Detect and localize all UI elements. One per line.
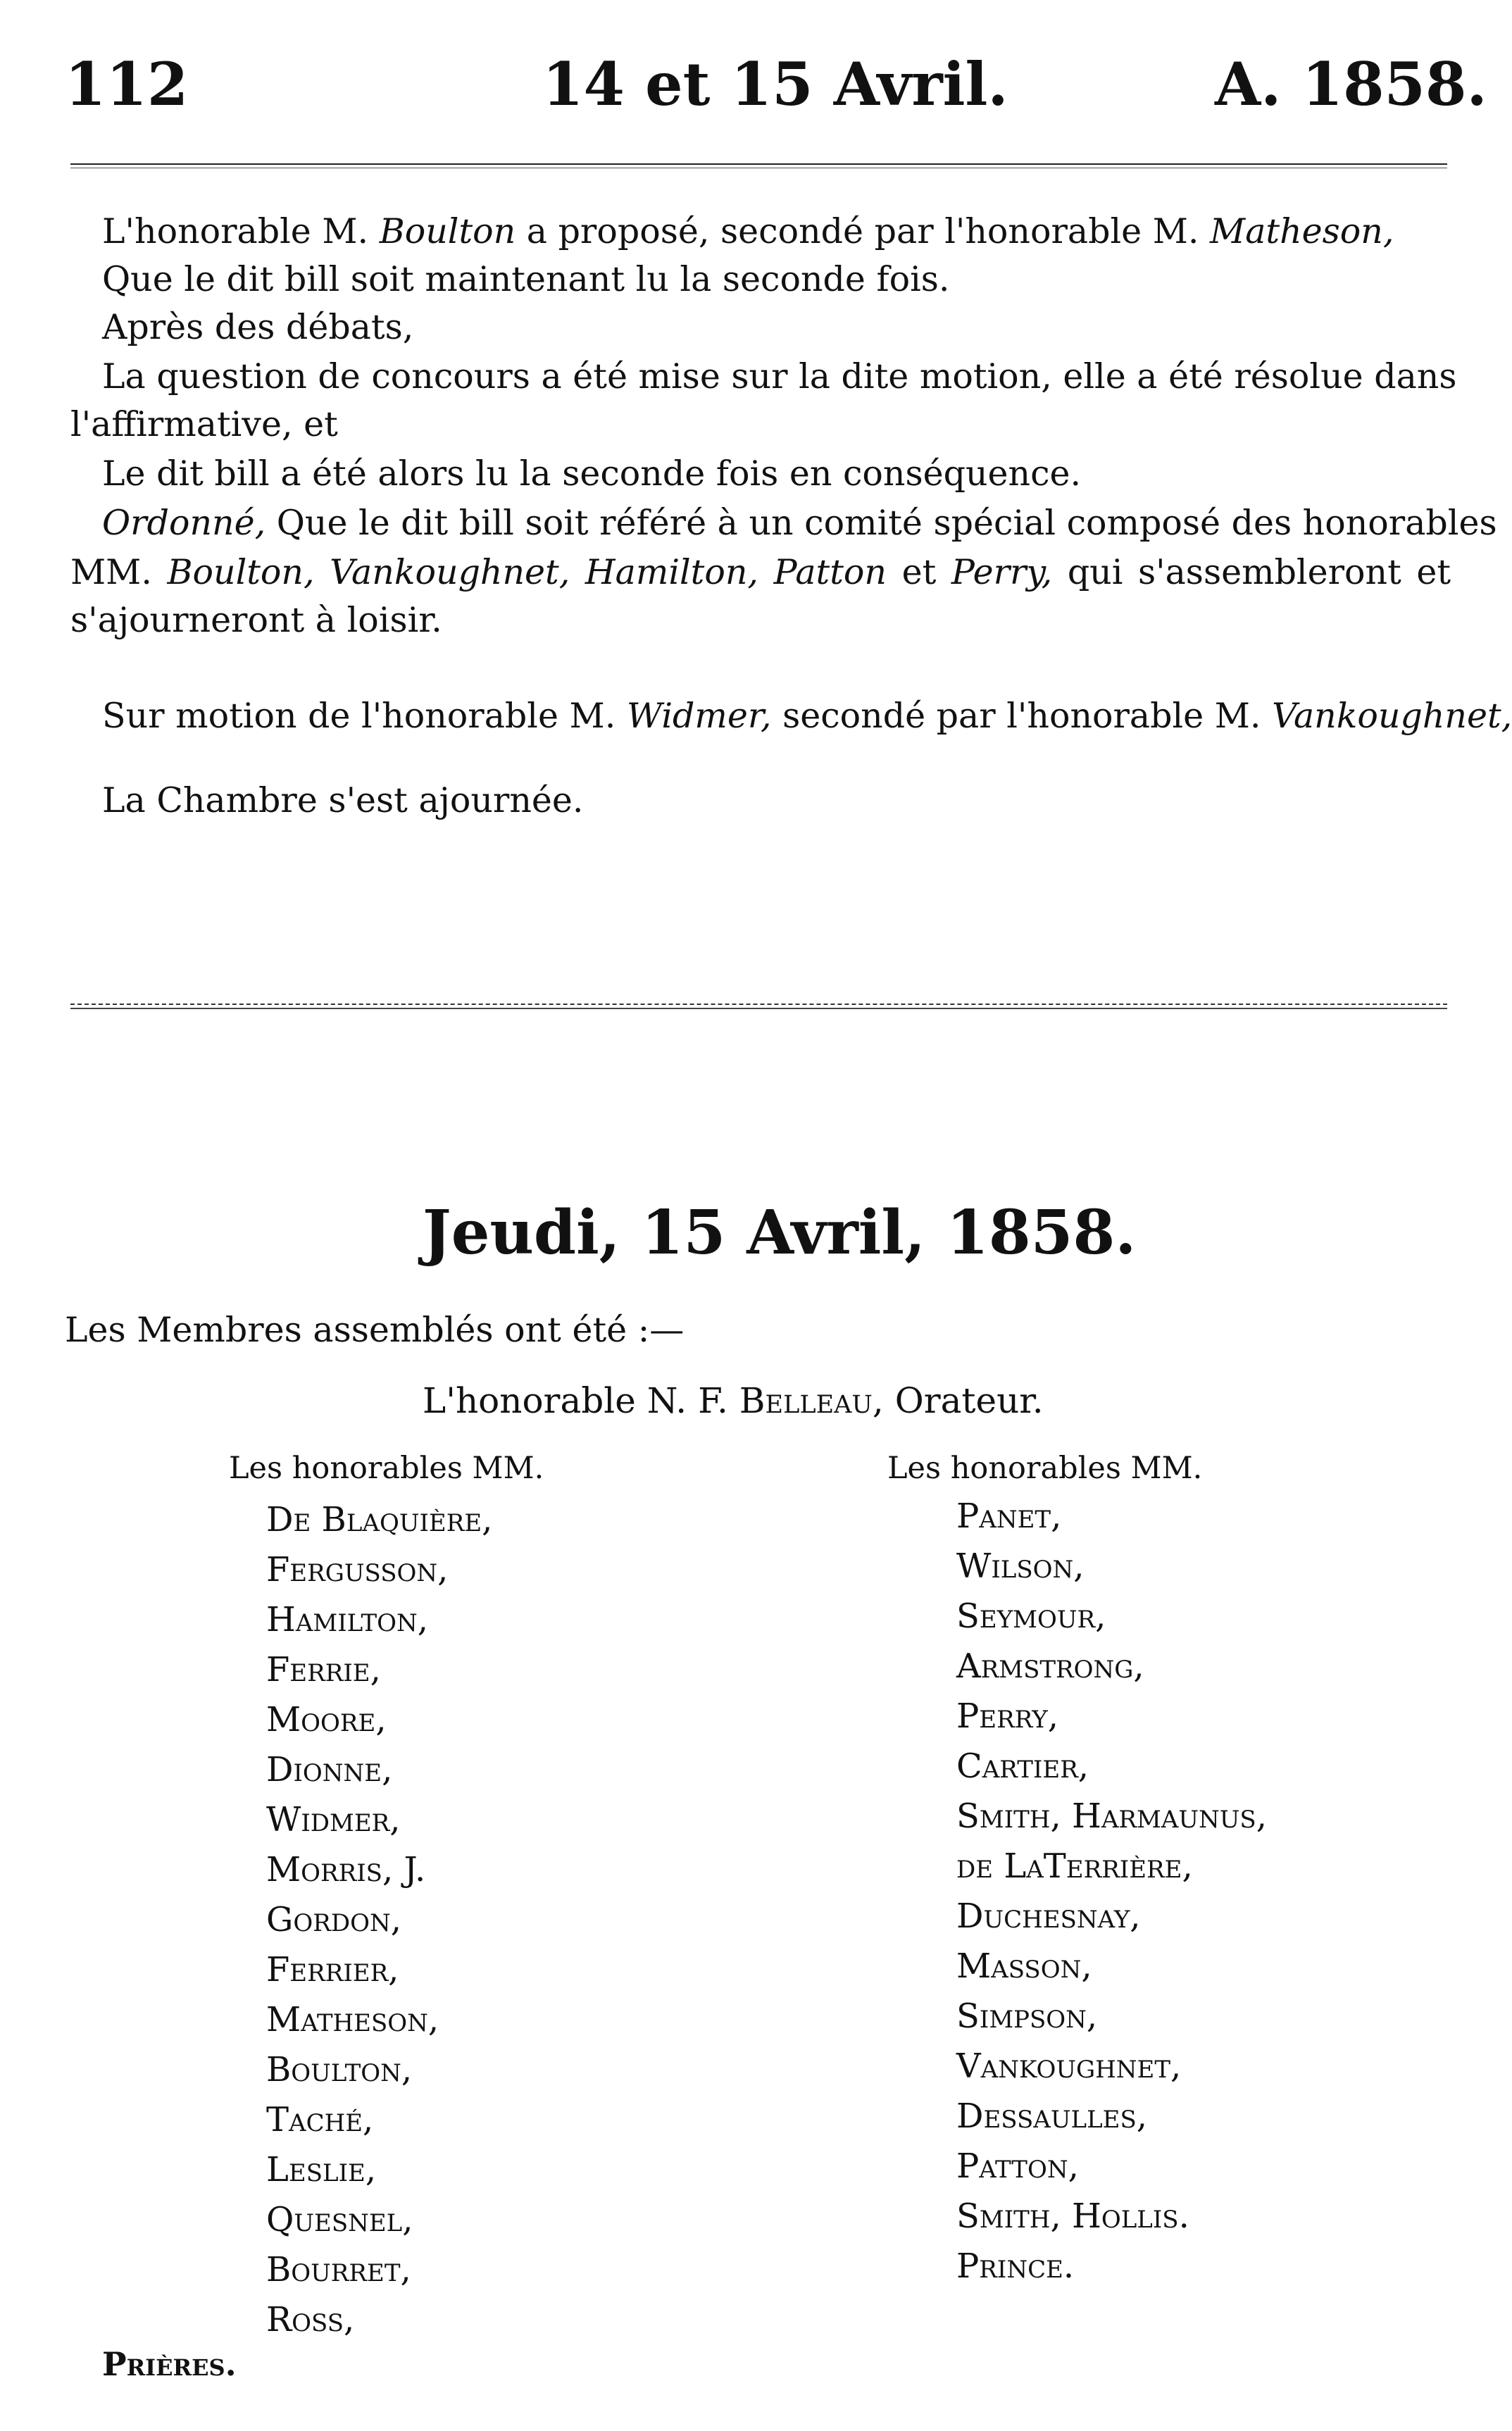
left-member-name: Taché,: [266, 2100, 374, 2139]
right-member-name: Cartier,: [956, 1746, 1089, 1786]
committee-member-5: Perry,: [951, 552, 1053, 592]
committee-member-4: Patton: [773, 552, 887, 592]
motion-line: [102, 211, 1394, 251]
ordonne-word: Ordonné,: [102, 503, 266, 543]
left-member-name: Gordon,: [266, 1900, 401, 1939]
speaker-line: [423, 1380, 1044, 1421]
adjourn-prefix: Sur motion de l'honorable M.: [102, 696, 616, 736]
left-member-name: Morris, J.: [266, 1850, 426, 1889]
left-member-name: Ferrier,: [266, 1950, 399, 1989]
house-adjourned-line: La Chambre s'est ajournée.: [102, 780, 584, 820]
left-member-name: Dionne,: [266, 1750, 393, 1789]
question-line-a: La question de concours a été mise sur la dite motion, elle a été résolue dans: [102, 356, 1457, 396]
order-mm: MM.: [70, 552, 152, 592]
left-member-name: Ross,: [266, 2300, 355, 2339]
right-member-name: Dessaulles,: [956, 2096, 1148, 2136]
left-member-name: Moore,: [266, 1700, 387, 1739]
page-date: 14 et 15 Avril.: [542, 49, 1008, 119]
motion-seconder: Matheson,: [1210, 211, 1394, 251]
right-list-heading: Les honorables MM.: [887, 1451, 1203, 1486]
header-rule: [70, 163, 1447, 168]
right-member-name: Smith, Harmaunus,: [956, 1796, 1267, 1836]
adjourn-seconder: Vankoughnet,: [1272, 696, 1512, 736]
left-list-heading: Les honorables MM.: [229, 1451, 544, 1486]
speaker-role: Orateur.: [894, 1380, 1044, 1421]
right-member-name: Smith, Hollis.: [956, 2196, 1189, 2236]
committee-member-1: Boulton,: [167, 552, 315, 592]
motion-mid: a proposé, secondé par l'honorable M.: [526, 211, 1199, 251]
left-member-name: Matheson,: [266, 2000, 439, 2039]
left-member-name: Ferrie,: [266, 1650, 381, 1689]
right-member-name: Duchesnay,: [956, 1896, 1141, 1936]
adjourn-motion-line: [102, 696, 1512, 736]
right-member-name: Masson,: [956, 1946, 1092, 1986]
right-member-name: Prince.: [956, 2246, 1075, 2286]
motion-mover: Boulton: [379, 211, 516, 251]
order-line-2-text: [70, 552, 1451, 592]
right-member-name: Wilson,: [956, 1546, 1085, 1586]
order-and: et: [901, 552, 937, 592]
right-member-name: Simpson,: [956, 1996, 1098, 2036]
right-member-name: Patton,: [956, 2146, 1079, 2186]
right-member-name: Seymour,: [956, 1596, 1106, 1636]
second-reading-line: Que le dit bill soit maintenant lu la seconde fois.: [102, 259, 950, 299]
order-line-1: [102, 503, 1497, 543]
committee-member-2: Vankoughnet,: [330, 552, 570, 592]
page-year: A. 1858.: [1215, 49, 1487, 119]
motion-mover-prefix: L'honorable M.: [102, 211, 369, 251]
right-member-name: Vankoughnet,: [956, 2046, 1182, 2086]
question-line: [102, 356, 1457, 396]
order-text-1: Que le dit bill soit référé à un comité spécial composé des honorables: [276, 503, 1497, 543]
page-number: 112: [65, 49, 189, 119]
affirmative-line: l'affirmative, et: [70, 404, 338, 444]
session-title: Jeudi, 15 Avril, 1858.: [423, 1197, 1137, 1268]
prayers: Prières.: [102, 2345, 237, 2383]
left-member-name: Bourret,: [266, 2250, 411, 2289]
order-line-2: [70, 552, 1451, 592]
right-member-name: de LaTerrière,: [956, 1846, 1193, 1886]
left-member-name: Boulton,: [266, 2050, 413, 2089]
adjourn-mover: Widmer,: [626, 696, 772, 736]
right-member-name: Panet,: [956, 1496, 1062, 1536]
debates-line: Après des débats,: [102, 307, 414, 347]
members-intro: Les Membres assemblés ont été :—: [65, 1310, 685, 1350]
adjourn-mid: secondé par l'honorable M.: [782, 696, 1261, 736]
right-member-name: Armstrong,: [956, 1646, 1144, 1686]
speaker-prefix: L'honorable N. F.: [423, 1380, 728, 1421]
order-line-1-text: [102, 503, 1497, 543]
left-member-name: De Blaquière,: [266, 1500, 493, 1539]
order-tail: qui s'assembleront et: [1067, 552, 1451, 592]
committee-member-3: Hamilton,: [585, 552, 758, 592]
bill-read-line: Le dit bill a été alors lu la seconde fois en conséquence.: [102, 454, 1082, 494]
left-member-name: Widmer,: [266, 1800, 401, 1839]
speaker-name: Belleau,: [739, 1380, 884, 1421]
left-member-name: Fergusson,: [266, 1550, 449, 1589]
left-member-name: Hamilton,: [266, 1600, 429, 1639]
order-line-3: s'ajourneront à loisir.: [70, 600, 442, 640]
left-member-name: Leslie,: [266, 2150, 377, 2189]
right-member-name: Perry,: [956, 1696, 1058, 1736]
left-member-name: Quesnel,: [266, 2200, 413, 2239]
section-rule: [70, 1004, 1447, 1009]
